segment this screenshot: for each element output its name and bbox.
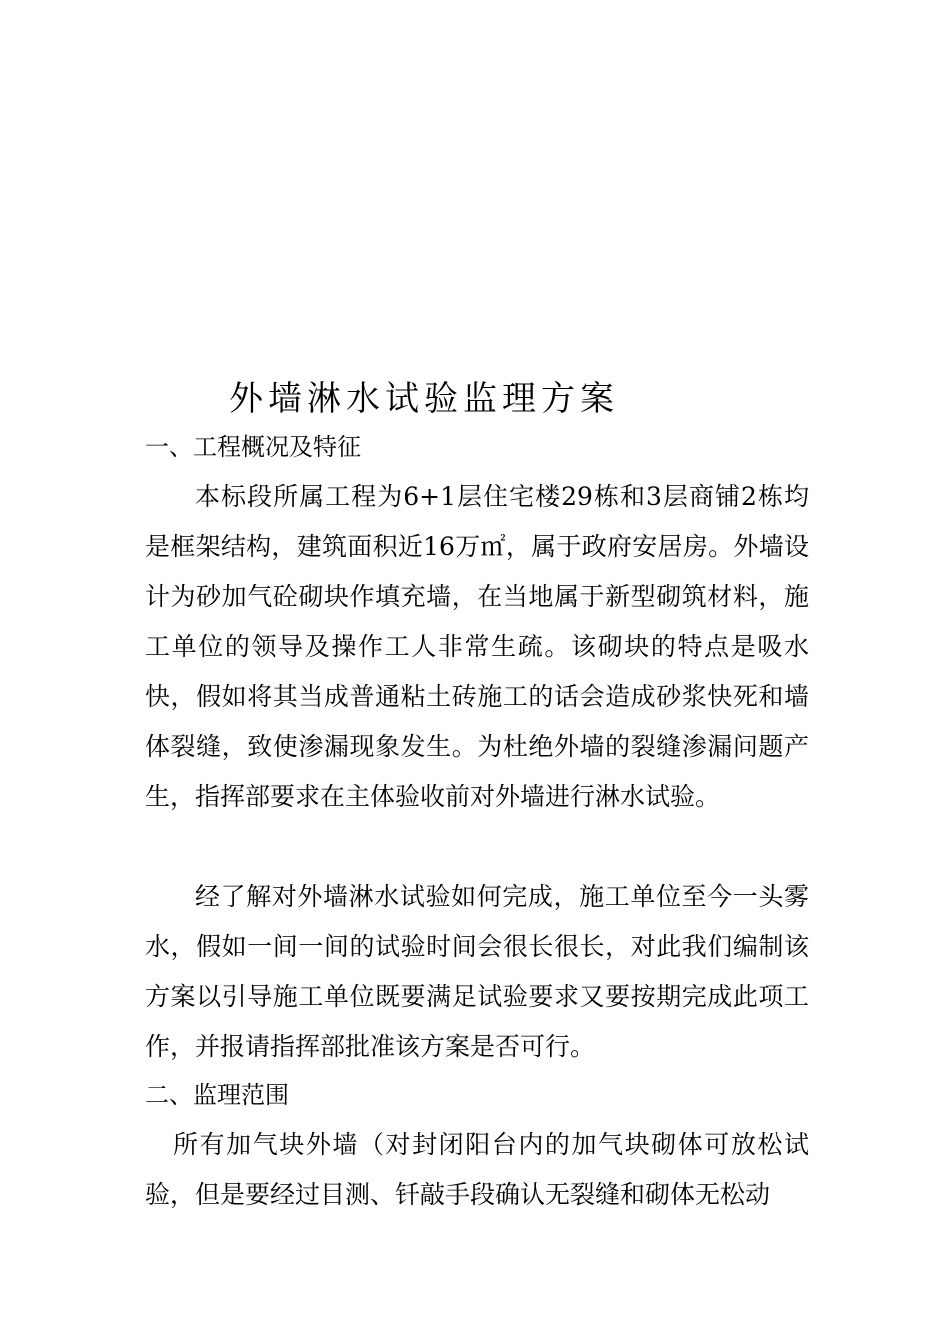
document-title: 外墙淋水试验监理方案 xyxy=(229,379,619,419)
section-heading-overview: 一、工程概况及特征 xyxy=(145,433,361,461)
overview-paragraph-2: 经了解对外墙淋水试验如何完成，施工单位至今一头雾水，假如一间一间的试验时间会很长很长，对此我们编制该方案以引导施工单位既要满足试验要求又要按期完成此项工作，并报请指挥部批准该方案是否可行。 xyxy=(145,882,809,1061)
overview-paragraph-1: 本标段所属工程为6+1层住宅楼29栋和3层商铺2栋均是框架结构，建筑面积近16万㎡，属于政府安居房。外墙设计为砂加气砼砌块作填充墙，在当地属于新型砌筑材料，施工单位的领导及操作工人非常生疏。该砌块的特点是吸水快，假如将其当成普通粘土砖施工的话会造成砂浆快死和墙体裂缝，致使渗漏现象发生。为杜绝外墙的裂缝渗漏问题产生，指挥部要求在主体验收前对外墙进行淋水试验。 xyxy=(145,482,809,811)
scope-paragraph-1: 所有加气块外墙（对封闭阳台内的加气块砌体可放松试验，但是要经过目测、钎敲手段确认无裂缝和砌体无松动 xyxy=(145,1130,809,1209)
section-heading-scope: 二、监理范围 xyxy=(145,1081,289,1109)
